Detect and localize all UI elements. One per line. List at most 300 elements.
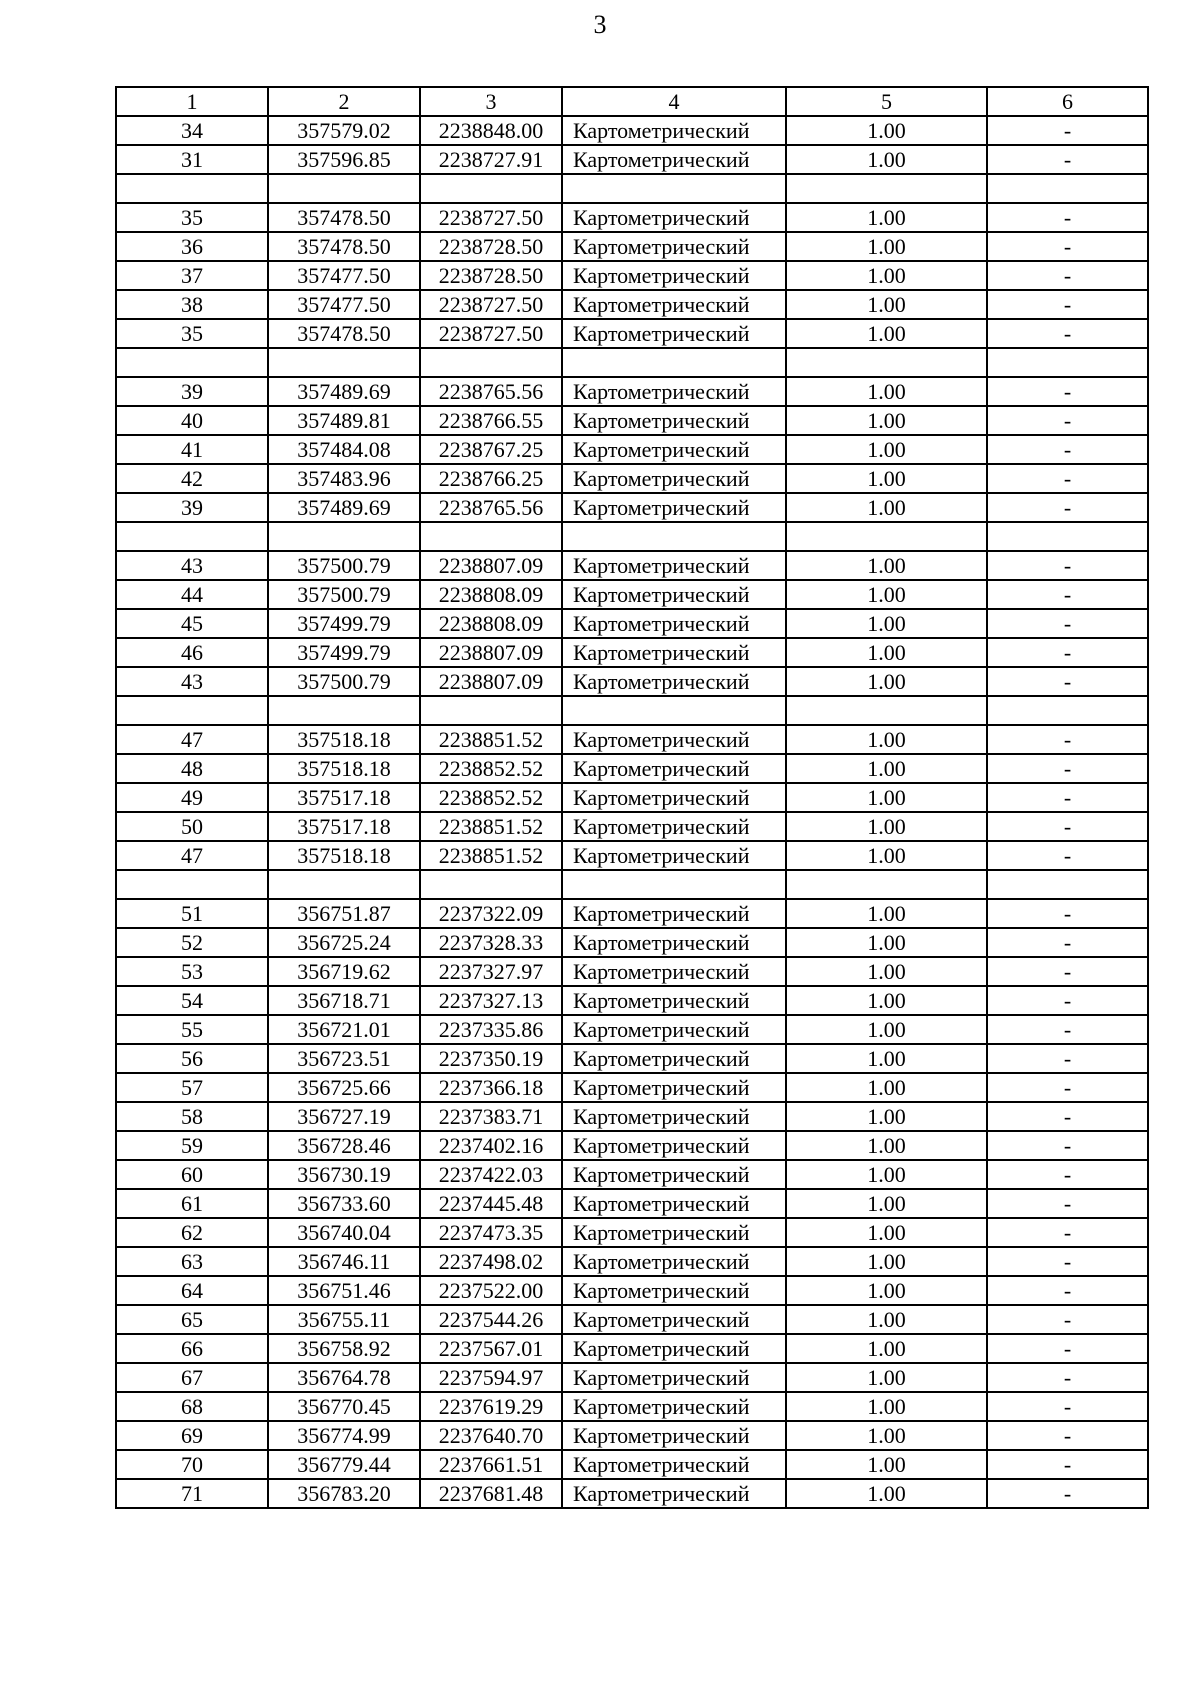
table-cell-col2: 356751.46 [268, 1276, 420, 1305]
table-cell-col4: Картометрический [562, 290, 786, 319]
table-cell-col6: - [987, 1102, 1148, 1131]
table-row [116, 319, 1148, 348]
table-cell-col4 [562, 522, 786, 551]
table-cell-col6: - [987, 1131, 1148, 1160]
table-cell-col5: 1.00 [786, 1276, 987, 1305]
column-header-6: 6 [987, 87, 1148, 116]
separator-row [116, 870, 1148, 899]
table-cell-col5: 1.00 [786, 1044, 987, 1073]
table-cell-col2: 357483.96 [268, 464, 420, 493]
table-cell-col1: 31 [116, 145, 268, 174]
table-row [116, 493, 1148, 522]
table-cell-col4: Картометрический [562, 377, 786, 406]
table-cell-col4: Картометрический [562, 1044, 786, 1073]
table-cell-col4: Картометрический [562, 1247, 786, 1276]
table-cell-col1: 71 [116, 1479, 268, 1508]
table-cell-col5: 1.00 [786, 1247, 987, 1276]
table-cell-col2: 356770.45 [268, 1392, 420, 1421]
table-cell-col3: 2238727.91 [420, 145, 562, 174]
table-cell-col3: 2237473.35 [420, 1218, 562, 1247]
table-cell-col3: 2238848.00 [420, 116, 562, 145]
table-cell-col2: 357596.85 [268, 145, 420, 174]
table-cell-col2: 356727.19 [268, 1102, 420, 1131]
table-cell-col3: 2238851.52 [420, 841, 562, 870]
table-cell-col1: 66 [116, 1334, 268, 1363]
table-cell-col1: 39 [116, 377, 268, 406]
table-cell-col5 [786, 870, 987, 899]
table-cell-col6: - [987, 1363, 1148, 1392]
table-cell-col2: 356730.19 [268, 1160, 420, 1189]
table-cell-col1: 48 [116, 754, 268, 783]
table-row [116, 203, 1148, 232]
table-cell-col5: 1.00 [786, 1363, 987, 1392]
table-cell-col4: Картометрический [562, 638, 786, 667]
table-cell-col6: - [987, 957, 1148, 986]
table-cell-col1 [116, 174, 268, 203]
table-row [116, 290, 1148, 319]
table-row [116, 725, 1148, 754]
table-cell-col6: - [987, 116, 1148, 145]
table-row [116, 1102, 1148, 1131]
table-row [116, 1450, 1148, 1479]
table-row [116, 812, 1148, 841]
table-cell-col6 [987, 870, 1148, 899]
table-cell-col3: 2237322.09 [420, 899, 562, 928]
table-cell-col3: 2238765.56 [420, 493, 562, 522]
table-cell-col5: 1.00 [786, 319, 987, 348]
table-cell-col1: 47 [116, 725, 268, 754]
table-cell-col1: 38 [116, 290, 268, 319]
table-cell-col4: Картометрический [562, 232, 786, 261]
table-cell-col5: 1.00 [786, 812, 987, 841]
table-cell-col1: 40 [116, 406, 268, 435]
table-cell-col4: Картометрический [562, 464, 786, 493]
table-cell-col2: 356723.51 [268, 1044, 420, 1073]
column-header-3: 3 [420, 87, 562, 116]
table-cell-col5: 1.00 [786, 493, 987, 522]
table-cell-col1: 37 [116, 261, 268, 290]
table-cell-col4: Картометрический [562, 493, 786, 522]
table-cell-col1: 64 [116, 1276, 268, 1305]
table-row [116, 1421, 1148, 1450]
table-cell-col1: 35 [116, 319, 268, 348]
table-cell-col2: 357489.69 [268, 493, 420, 522]
table-cell-col6: - [987, 1044, 1148, 1073]
table-cell-col6: - [987, 1305, 1148, 1334]
table-cell-col4: Картометрический [562, 1276, 786, 1305]
table-cell-col6: - [987, 1421, 1148, 1450]
table-cell-col6: - [987, 638, 1148, 667]
table-row [116, 551, 1148, 580]
table-cell-col5 [786, 174, 987, 203]
table-cell-col1: 67 [116, 1363, 268, 1392]
table-cell-col6: - [987, 609, 1148, 638]
table-cell-col6 [987, 522, 1148, 551]
table-cell-col3: 2238807.09 [420, 551, 562, 580]
table-cell-col4: Картометрический [562, 841, 786, 870]
table-cell-col5: 1.00 [786, 783, 987, 812]
table-cell-col4: Картометрический [562, 1073, 786, 1102]
table-row [116, 406, 1148, 435]
table-cell-col5: 1.00 [786, 203, 987, 232]
table-cell-col4 [562, 174, 786, 203]
table-cell-col4: Картометрический [562, 551, 786, 580]
table-cell-col3: 2238852.52 [420, 754, 562, 783]
table-cell-col5: 1.00 [786, 1102, 987, 1131]
table-cell-col6: - [987, 1160, 1148, 1189]
table-cell-col3: 2237327.97 [420, 957, 562, 986]
table-cell-col6: - [987, 493, 1148, 522]
table-cell-col2: 357489.69 [268, 377, 420, 406]
table-cell-col3: 2237445.48 [420, 1189, 562, 1218]
table-cell-col6: - [987, 841, 1148, 870]
table-cell-col3: 2237498.02 [420, 1247, 562, 1276]
table-cell-col2: 357478.50 [268, 203, 420, 232]
table-cell-col5: 1.00 [786, 145, 987, 174]
table-cell-col5: 1.00 [786, 841, 987, 870]
table-cell-col3: 2238808.09 [420, 609, 562, 638]
table-cell-col5 [786, 348, 987, 377]
table-cell-col3: 2238808.09 [420, 580, 562, 609]
table-cell-col6: - [987, 1276, 1148, 1305]
table-cell-col3: 2237366.18 [420, 1073, 562, 1102]
table-cell-col2: 356725.24 [268, 928, 420, 957]
table-cell-col3: 2238767.25 [420, 435, 562, 464]
table-cell-col1: 59 [116, 1131, 268, 1160]
table-cell-col2: 357517.18 [268, 783, 420, 812]
table-cell-col6: - [987, 464, 1148, 493]
table-cell-col5: 1.00 [786, 667, 987, 696]
table-cell-col6: - [987, 725, 1148, 754]
table-cell-col3 [420, 870, 562, 899]
table-cell-col1: 63 [116, 1247, 268, 1276]
table-cell-col5 [786, 696, 987, 725]
table-cell-col6: - [987, 667, 1148, 696]
table-cell-col2: 356764.78 [268, 1363, 420, 1392]
table-cell-col1 [116, 522, 268, 551]
table-row [116, 116, 1148, 145]
table-cell-col3: 2238807.09 [420, 667, 562, 696]
table-cell-col1: 70 [116, 1450, 268, 1479]
table-cell-col6: - [987, 1450, 1148, 1479]
table-cell-col5: 1.00 [786, 232, 987, 261]
table-row [116, 986, 1148, 1015]
table-row [116, 1247, 1148, 1276]
table-cell-col3: 2238727.50 [420, 203, 562, 232]
table-cell-col6: - [987, 1073, 1148, 1102]
table-cell-col6: - [987, 435, 1148, 464]
table-cell-col2: 357518.18 [268, 725, 420, 754]
table-cell-col3: 2237594.97 [420, 1363, 562, 1392]
table-cell-col5: 1.00 [786, 928, 987, 957]
table-cell-col5: 1.00 [786, 1073, 987, 1102]
column-header-5: 5 [786, 87, 987, 116]
table-cell-col6: - [987, 551, 1148, 580]
table-cell-col1: 52 [116, 928, 268, 957]
table-cell-col2: 357478.50 [268, 232, 420, 261]
table-cell-col2: 356758.92 [268, 1334, 420, 1363]
table-cell-col1: 65 [116, 1305, 268, 1334]
table-cell-col5: 1.00 [786, 377, 987, 406]
table-cell-col6: - [987, 319, 1148, 348]
table-cell-col1: 58 [116, 1102, 268, 1131]
table-cell-col2: 357477.50 [268, 261, 420, 290]
table-cell-col4: Картометрический [562, 435, 786, 464]
table-cell-col1: 45 [116, 609, 268, 638]
table-cell-col4: Картометрический [562, 928, 786, 957]
table-cell-col5: 1.00 [786, 1189, 987, 1218]
table-row [116, 928, 1148, 957]
table-cell-col2: 357484.08 [268, 435, 420, 464]
table-row [116, 1131, 1148, 1160]
table-cell-col4: Картометрический [562, 783, 786, 812]
table-cell-col4 [562, 870, 786, 899]
table-cell-col1: 61 [116, 1189, 268, 1218]
table-cell-col2 [268, 696, 420, 725]
table-row [116, 1160, 1148, 1189]
table-cell-col1 [116, 348, 268, 377]
table-row [116, 1218, 1148, 1247]
table-cell-col2: 356740.04 [268, 1218, 420, 1247]
table-cell-col5: 1.00 [786, 609, 987, 638]
table-cell-col6: - [987, 928, 1148, 957]
table-cell-col3 [420, 348, 562, 377]
table-cell-col1: 60 [116, 1160, 268, 1189]
table-cell-col1: 43 [116, 667, 268, 696]
table-cell-col1: 42 [116, 464, 268, 493]
table-row [116, 261, 1148, 290]
table-cell-col5: 1.00 [786, 1160, 987, 1189]
table-cell-col3: 2238727.50 [420, 290, 562, 319]
table-cell-col4: Картометрический [562, 1189, 786, 1218]
table-cell-col2: 356779.44 [268, 1450, 420, 1479]
table-cell-col5: 1.00 [786, 1305, 987, 1334]
table-cell-col5: 1.00 [786, 957, 987, 986]
table-row [116, 609, 1148, 638]
table-cell-col5: 1.00 [786, 261, 987, 290]
table-cell-col5: 1.00 [786, 1450, 987, 1479]
separator-row [116, 174, 1148, 203]
table-row [116, 145, 1148, 174]
table-row [116, 1334, 1148, 1363]
table-cell-col1: 34 [116, 116, 268, 145]
table-cell-col6: - [987, 145, 1148, 174]
table-cell-col6: - [987, 1218, 1148, 1247]
table-cell-col1: 54 [116, 986, 268, 1015]
table-cell-col3: 2238766.25 [420, 464, 562, 493]
table-cell-col6: - [987, 203, 1148, 232]
table-cell-col6: - [987, 812, 1148, 841]
coordinates-table [115, 86, 1149, 1509]
table-cell-col6: - [987, 1015, 1148, 1044]
table-cell-col4: Картометрический [562, 261, 786, 290]
table-cell-col6 [987, 696, 1148, 725]
table-cell-col4: Картометрический [562, 899, 786, 928]
table-cell-col3: 2238766.55 [420, 406, 562, 435]
table-row [116, 1015, 1148, 1044]
table-cell-col3: 2238765.56 [420, 377, 562, 406]
table-cell-col1: 41 [116, 435, 268, 464]
table-cell-col2 [268, 870, 420, 899]
table-cell-col4: Картометрический [562, 203, 786, 232]
table-cell-col6: - [987, 1189, 1148, 1218]
table-cell-col3: 2237383.71 [420, 1102, 562, 1131]
table-row [116, 1479, 1148, 1508]
table-cell-col4: Картометрический [562, 1160, 786, 1189]
table-cell-col6: - [987, 1247, 1148, 1276]
table-cell-col4: Картометрический [562, 986, 786, 1015]
table-cell-col4: Картометрический [562, 145, 786, 174]
table-cell-col3: 2237567.01 [420, 1334, 562, 1363]
table-cell-col1: 47 [116, 841, 268, 870]
table-cell-col2: 357500.79 [268, 667, 420, 696]
table-cell-col5: 1.00 [786, 1131, 987, 1160]
table-cell-col2: 356725.66 [268, 1073, 420, 1102]
table-cell-col6: - [987, 899, 1148, 928]
table-cell-col2: 356719.62 [268, 957, 420, 986]
table-row [116, 232, 1148, 261]
table-cell-col2: 357478.50 [268, 319, 420, 348]
table-cell-col1: 39 [116, 493, 268, 522]
column-header-1: 1 [116, 87, 268, 116]
table-cell-col5: 1.00 [786, 638, 987, 667]
table-cell-col3: 2237422.03 [420, 1160, 562, 1189]
table-row [116, 841, 1148, 870]
table-cell-col3: 2238727.50 [420, 319, 562, 348]
table-cell-col5: 1.00 [786, 406, 987, 435]
table-header-row [116, 87, 1148, 116]
table-cell-col2: 357477.50 [268, 290, 420, 319]
table-row [116, 1363, 1148, 1392]
table-cell-col3: 2238851.52 [420, 812, 562, 841]
table-cell-col4: Картометрический [562, 580, 786, 609]
table-row [116, 1073, 1148, 1102]
table-row [116, 377, 1148, 406]
table-cell-col1: 55 [116, 1015, 268, 1044]
table-cell-col4: Картометрический [562, 1421, 786, 1450]
table-cell-col4: Картометрический [562, 754, 786, 783]
table-cell-col3: 2237328.33 [420, 928, 562, 957]
table-cell-col1 [116, 870, 268, 899]
table-cell-col3: 2237619.29 [420, 1392, 562, 1421]
table-cell-col1: 36 [116, 232, 268, 261]
table-cell-col5: 1.00 [786, 1479, 987, 1508]
table-cell-col3: 2237335.86 [420, 1015, 562, 1044]
table-cell-col3: 2237661.51 [420, 1450, 562, 1479]
table-row [116, 1305, 1148, 1334]
table-cell-col5: 1.00 [786, 899, 987, 928]
table-cell-col4 [562, 348, 786, 377]
table-cell-col2 [268, 522, 420, 551]
table-row [116, 783, 1148, 812]
table-cell-col1: 69 [116, 1421, 268, 1450]
table-cell-col5: 1.00 [786, 754, 987, 783]
table-cell-col1: 43 [116, 551, 268, 580]
table-cell-col5: 1.00 [786, 1421, 987, 1450]
table-row [116, 638, 1148, 667]
table-cell-col3: 2238728.50 [420, 261, 562, 290]
table-row [116, 899, 1148, 928]
table-cell-col5: 1.00 [786, 1334, 987, 1363]
table-cell-col1: 46 [116, 638, 268, 667]
table-row [116, 1392, 1148, 1421]
table-cell-col5: 1.00 [786, 290, 987, 319]
table-cell-col2: 357579.02 [268, 116, 420, 145]
table-cell-col2: 356783.20 [268, 1479, 420, 1508]
table-cell-col6: - [987, 1334, 1148, 1363]
table-cell-col4: Картометрический [562, 725, 786, 754]
table-cell-col2: 356718.71 [268, 986, 420, 1015]
table-cell-col4: Картометрический [562, 1305, 786, 1334]
table-cell-col2 [268, 348, 420, 377]
table-cell-col6: - [987, 1479, 1148, 1508]
table-cell-col1: 44 [116, 580, 268, 609]
table-cell-col2: 357499.79 [268, 638, 420, 667]
table-cell-col1: 35 [116, 203, 268, 232]
table-cell-col4: Картометрический [562, 609, 786, 638]
table-cell-col3: 2237640.70 [420, 1421, 562, 1450]
table-cell-col5: 1.00 [786, 1218, 987, 1247]
table-cell-col2: 357500.79 [268, 551, 420, 580]
table-cell-col4: Картометрический [562, 1363, 786, 1392]
table-cell-col1: 57 [116, 1073, 268, 1102]
table-cell-col6 [987, 174, 1148, 203]
table-cell-col3: 2237522.00 [420, 1276, 562, 1305]
table-body [116, 116, 1148, 1508]
table-cell-col3 [420, 696, 562, 725]
table-cell-col1: 68 [116, 1392, 268, 1421]
table-cell-col6: - [987, 580, 1148, 609]
table-cell-col4: Картометрический [562, 1131, 786, 1160]
table-cell-col2: 356751.87 [268, 899, 420, 928]
column-header-4: 4 [562, 87, 786, 116]
table-cell-col3: 2238851.52 [420, 725, 562, 754]
table-cell-col1: 50 [116, 812, 268, 841]
table-cell-col5: 1.00 [786, 435, 987, 464]
table-cell-col4: Картометрический [562, 667, 786, 696]
table-cell-col4: Картометрический [562, 1479, 786, 1508]
table-cell-col2: 357500.79 [268, 580, 420, 609]
table-cell-col1 [116, 696, 268, 725]
table-row [116, 957, 1148, 986]
table-cell-col4: Картометрический [562, 1450, 786, 1479]
table-cell-col2: 356733.60 [268, 1189, 420, 1218]
table-cell-col4: Картометрический [562, 957, 786, 986]
table-cell-col3 [420, 522, 562, 551]
table-cell-col2: 357499.79 [268, 609, 420, 638]
table-cell-col1: 56 [116, 1044, 268, 1073]
table-cell-col3: 2238852.52 [420, 783, 562, 812]
separator-row [116, 522, 1148, 551]
table-cell-col6: - [987, 986, 1148, 1015]
table-cell-col5 [786, 522, 987, 551]
table-cell-col3 [420, 174, 562, 203]
table-cell-col5: 1.00 [786, 725, 987, 754]
table-cell-col2: 356728.46 [268, 1131, 420, 1160]
table-cell-col5: 1.00 [786, 986, 987, 1015]
table-cell-col2: 357518.18 [268, 754, 420, 783]
separator-row [116, 348, 1148, 377]
table-cell-col4: Картометрический [562, 812, 786, 841]
table-cell-col3: 2237350.19 [420, 1044, 562, 1073]
table-cell-col3: 2237327.13 [420, 986, 562, 1015]
table-cell-col3: 2237402.16 [420, 1131, 562, 1160]
table-cell-col1: 49 [116, 783, 268, 812]
table-cell-col2: 356721.01 [268, 1015, 420, 1044]
table-row [116, 435, 1148, 464]
table-cell-col5: 1.00 [786, 1015, 987, 1044]
table-row [116, 1276, 1148, 1305]
